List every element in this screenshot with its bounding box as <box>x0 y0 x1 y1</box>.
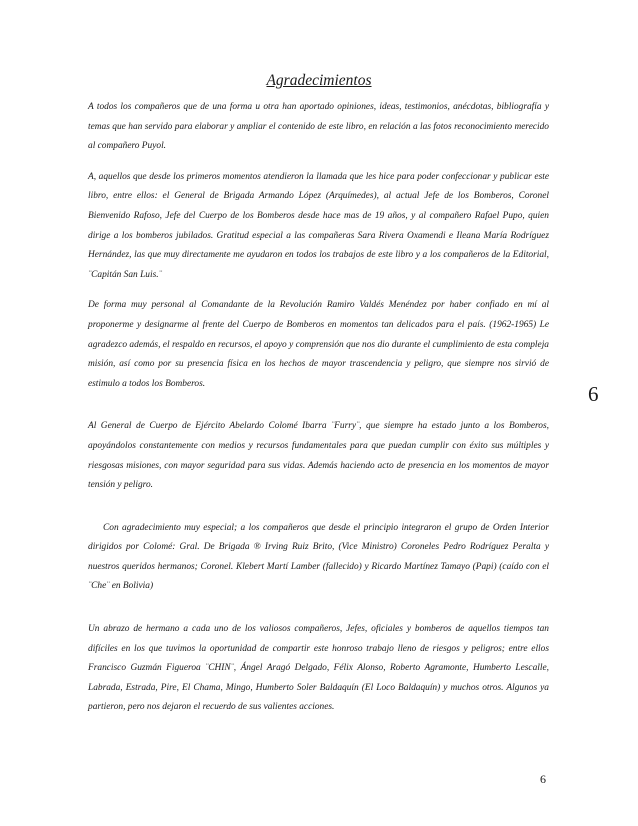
document-body <box>88 98 549 729</box>
paragraph-6: Un abrazo de hermano a cada uno de los valiosos compañeros, Jefes, oficiales y bomberos de aquellos tiempos tan difíciles en los que tuvimos la oportunidad de compartir este honroso trabajo lleno de riesgos y peligros; entre ellos Francisco Guzmán Figueroa ¨CHIN¨, Ángel Aragó Delgado, Félix Alonso, Roberto Agramonte, Humberto Lescalle, Labrada, Estrada, Pire, El Chama, Mingo, Humberto Soler Baldaquín (El Loco Baldaquín) y muchos otros. Algunos ya partieron, pero nos dejaron el recuerdo de sus valientes acciones. <box>88 624 549 713</box>
footer-page-number: 6 <box>540 772 546 786</box>
side-page-number: 6 <box>588 382 599 406</box>
paragraph-4: Al General de Cuerpo de Ejército Abelardo Colomé Ibarra ¨Furry¨, que siempre ha estado junto a los Bomberos, apoyándolos constantemente con medios y recursos fundamentales para que puedan cumplir con éxito sus múltiples y riesgosas misiones, con mayor seguridad para sus vidas. Además haciendo acto de presencia en los momentos de mayor tensión y peligro. <box>88 421 549 491</box>
page-title: Agradecimientos <box>266 72 372 89</box>
paragraph-3: De forma muy personal al Comandante de la Revolución Ramiro Valdés Menéndez por haber confiado en mí al proponerme y designarme al frente del Cuerpo de Bomberos en momentos tan delicados para el país. (1962-1965) Le agradezco además, el respaldo en recursos, el apoyo y comprensión que nos dio durante el cumplimiento de esta compleja misión, así como por su presencia física en los hechos de mayor trascendencia y peligro, que siempre nos sirvió de estimulo a todos los Bomberos. <box>88 300 549 389</box>
paragraph-1: A todos los compañeros que de una forma u otra han aportado opiniones, ideas, testimonios, anécdotas, bibliografía y temas que han servido para elaborar y ampliar el contenido de este libro, en relación a las fotos reconocimiento merecido al compañero Puyol. <box>88 102 549 152</box>
paragraph-2: A, aquellos que desde los primeros momentos atendieron la llamada que les hice para poder confeccionar y publicar este libro, entre ellos: el General de Brigada Armando López (Arquímedes), al actual Jefe de los Bomberos, Coronel Bienvenido Rafoso, Jefe del Cuerpo de los Bomberos desde hace mas de 19 años, y al compañero Rafael Pupo, quien dirige a los bomberos jubilados. Gratitud especial a las compañeras Sara Rivera Oxamendi e Ileana María Rodríguez Hernández, las que muy directamente me ayudaron en todos los trabajos de este libro y a los compañeros de la Editorial, ¨Capitán San Luis.¨ <box>88 171 549 280</box>
paragraph-5: Con agradecimiento muy especial; a los compañeros que desde el principio integraron el grupo de Orden Interior dirigidos por Colomé: Gral. De Brigada ® Irving Ruiz Brito, (Vice Ministro) Coroneles Pedro Rodríguez Peralta y nuestros queridos hermanos; Coronel. Klebert Martí Lamber (fallecido) y Ricardo Martínez Tamayo (Papi) (caído con el ¨Che¨ en Bolivia) <box>88 522 549 592</box>
